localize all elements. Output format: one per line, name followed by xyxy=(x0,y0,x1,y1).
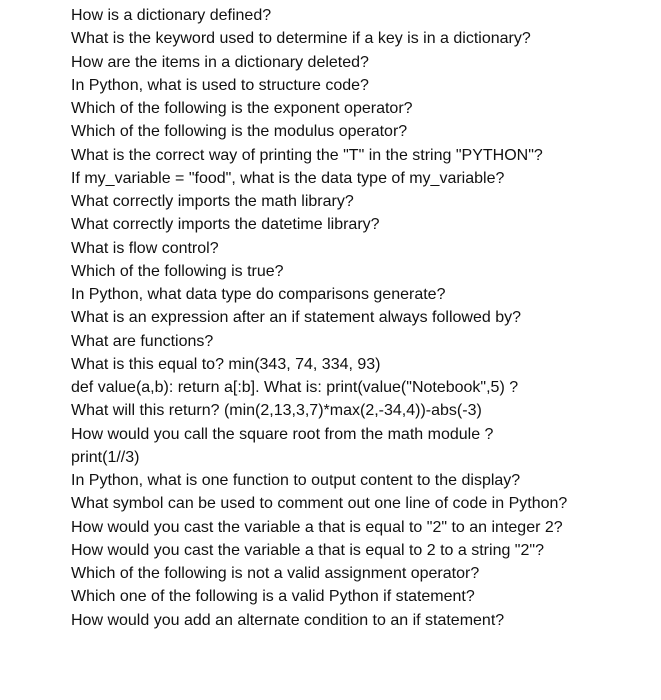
question-item: In Python, what is one function to output content to the display? xyxy=(71,472,521,489)
question-item: How would you call the square root from the math module ? xyxy=(71,425,494,443)
question-item: print(1//3) xyxy=(71,448,140,466)
question-item: What is the keyword used to determine if a key is in a dictionary? xyxy=(71,30,531,48)
question-item: How would you add an alternate condition to an if statement? xyxy=(71,611,505,629)
question-item: Which of the following is not a valid assignment operator? xyxy=(71,565,480,582)
question-item: What is an expression after an if statement always followed by? xyxy=(71,309,521,327)
question-item: What are functions? xyxy=(71,332,214,350)
question-item: How are the items in a dictionary deleted? xyxy=(71,53,369,71)
question-item: In Python, what is used to structure code? xyxy=(71,76,369,94)
question-item: Which one of the following is a valid Python if statement? xyxy=(71,588,475,606)
question-item: What is the correct way of printing the "T" in the string "PYTHON"? xyxy=(71,146,543,164)
question-item: def value(a,b): return a[:b]. What is: print(value("Notebook",5) ? xyxy=(71,379,519,396)
question-list xyxy=(71,4,661,632)
question-item: What is this equal to? min(343, 74, 334, 93) xyxy=(71,355,381,373)
question-item: Which of the following is true? xyxy=(71,262,284,280)
question-item: What is flow control? xyxy=(71,239,219,257)
question-item: What correctly imports the datetime library? xyxy=(71,216,380,234)
question-item: If my_variable = "food", what is the data type of my_variable? xyxy=(71,169,505,187)
question-item: Which of the following is the exponent operator? xyxy=(71,100,413,117)
question-item: What correctly imports the math library? xyxy=(71,193,354,210)
question-item: What will this return? (min(2,13,3,7)*max(2,-34,4))-abs(-3) xyxy=(71,402,482,420)
question-item: How would you cast the variable a that is equal to 2 to a string "2"? xyxy=(71,541,544,559)
question-item: In Python, what data type do comparisons generate? xyxy=(71,286,446,303)
question-item: Which of the following is the modulus operator? xyxy=(71,123,408,141)
question-item: How is a dictionary defined? xyxy=(71,7,272,24)
question-item: How would you cast the variable a that is equal to "2" to an integer 2? xyxy=(71,518,563,536)
question-item: What symbol can be used to comment out one line of code in Python? xyxy=(71,495,568,513)
